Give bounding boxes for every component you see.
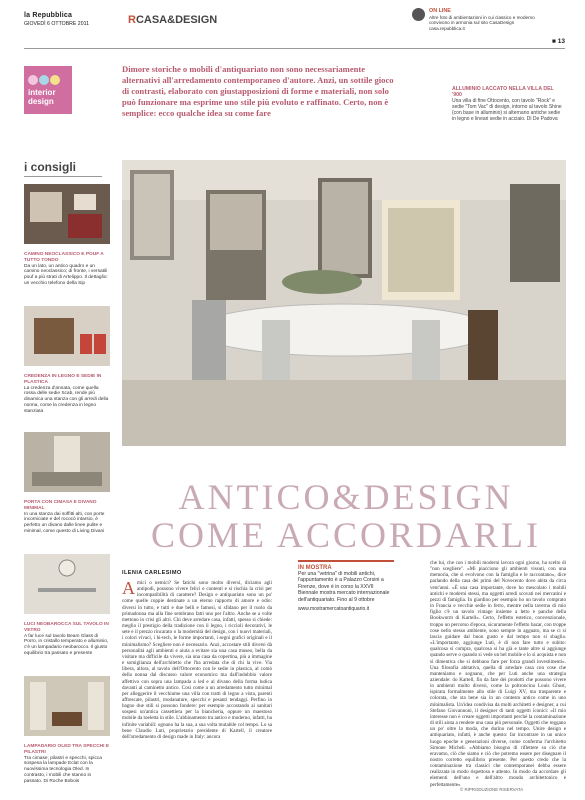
online-text: Altre foto di ambientazioni in cui classico e moderno convivono in armonia sul sito CasaDesign casa.repubblica.it (429, 15, 535, 31)
section-title (128, 14, 217, 26)
body-text-3: che lui, che con i mobili moderni lavora ogni giorno, ha scelto di "non scegliere". «Mi piacciono gli ambienti vissuti, con una memoria, che si evolvono con la famiglia e le raccontano», dice parlando della casa dei primi del Novecento dove abita da circa vent'anni. «È una casa importante, dove ho mescolato i mobili antichi e moderni stessi, ma oggetti arredi scovati nei mercatini e pezzi di famiglia. In giardino per esempio ho un tavolo comprato in Francia e vecchie sedie in ferro, mentre nella taverna di mio figlio c'è un tavolo vintage insieme a letto e panche della Bookworm di Kartell». Certo, l'effetto estetico, convenzionale, troppo un percorso d'epoca, sicuramente l'effetto bazar, con troppe cose nello stesso ambiente, sono sempre in agguato, ma se ci si lascia guidare dal buon gusto e dal tempo non si sbaglia. «L'importante, aggiunge Luti, è di non fare tutto e subito: qualcosa si compra, qualcosa si ha già e tante altre si aggiunge quando serve o quando si vede un bel mobile e lo si acquista e non si dimentica che si debbano fare per forza grandi investimenti». Una filosofia abitativa, quella di arredare casa con cose che manteniamo e sognano, che per Luti anche una strategia aziendale: do Kartell, fin da fare dei prodotti che possono vivere in ambienti molto diversi, come la poltroncina Louis Ghost, ispirata formalmente allo stile di Luigi XV, ma trasparente e colorata, che sta bene sia in un contesto antico come in uno minimalista. Un'idea condivisa da molti architetti e designer, a cui Stefano Giovannoni, il designer di tanti oggetti iconici: «Il mio interesse non è creare oggetti importanti perché la contaminazione di stili aiuta a rendere una casa più personale. Oggetti che reggano un po' oltre la moda, che durino nel tempo. Unire design e antiquariato, infatti, è anche questo: far incontrare in un unico luogo epoche e generazioni diverse, come conferma l'architetto Simone Micheli. «Abbiamo bisogno di riflettere su ciò che eravamo, ciò che siamo e ciò che potremo essere per disegnare il nostro corretto equilibrio presente. Per questo credo che la contaminazione tra classici che contemporanei debba essere realizzata in modo rispettoso e attento. In modo da accordare gli elementi dell'uno e dell'altro mondo architettonico e perfettamente» (430, 560, 566, 788)
byline: ILENIA CARLESIMO (122, 570, 182, 576)
logo-text: interior design (28, 88, 56, 106)
consiglio-caption (24, 500, 110, 535)
consiglio-item (24, 306, 110, 415)
publication-date: GIOVEDÌ 6 OTTOBRE 2011 (24, 21, 89, 27)
consiglio-text: In una stanza dai soffitti alti, con porte incorniciate e del rococò intarsio, è perfetto un divano dalle linee pulite e minimal, come questo di Living Divani (24, 511, 105, 534)
consiglio-text: La credenza d'annata, come quella rossa delle sedie Scab, rende più dinamica una stanza con gli arredi della nonna, come la credenza in legno stanziata (24, 385, 109, 414)
in-mostra-box (298, 560, 394, 612)
credenza-photo (24, 306, 110, 366)
lead-paragraph: Dimore storiche o mobili d'antiquariato non sono necessariamente alternativi all'arredamento contemporaneo d'autore. Anzi, un sottile gioco di contrasti, elaborato con giustapposizioni di forme e materiali, non solo può funzionare ma esprime uno stile più evoluto e raffinato. Certo, non è semplice: ecco qualche idea su come fare (122, 64, 394, 118)
online-label: ON LINE (429, 8, 451, 14)
page-number: ■ 13 (552, 38, 565, 45)
consiglio-text: Tra cimase, pilastri e specchi, spicca sospesa la lampade Eclat con la nuovissima tecnologia Oled. In contrasto, i mobili che stanno in passato. Di Roche Bobois (24, 755, 102, 784)
section-name: CASA&DESIGN (135, 14, 218, 26)
consiglio-title: PORTA CON CIMASA E DIVANO MINIMAL (24, 500, 97, 511)
header-divider (24, 48, 565, 49)
masthead (24, 12, 89, 27)
lampadario-photo (24, 676, 110, 736)
consiglio-item (24, 676, 110, 785)
main-photo-caption (452, 86, 564, 122)
consiglio-text: A far luce sul tavolo Beam Glass di Porro, in cristallo temperato e alluminio, c'è un lampadario neobarocco. Il giusto equilibrio tra passato e presente (24, 633, 109, 656)
consiglio-caption (24, 622, 110, 657)
article-title-line2: COME ACCORDARLI (150, 515, 542, 555)
mostra-text: Per una "vetrina" di mobili antichi, l'appuntamento è a Palazzo Corsini a Firenze, dove è in corso la XXVII Biennale mostra mercato internazionale dell'antiquariato. Fino al 9 ottobre (298, 571, 390, 603)
consiglio-caption (24, 374, 110, 415)
logo-dot (50, 75, 60, 85)
consiglio-title: LAMPADARIO OLED TRA SPECCHI E PILASTRI (24, 744, 110, 755)
body-column-3 (430, 560, 566, 788)
camino-photo (24, 184, 110, 244)
publication-name: la Repubblica (24, 12, 73, 19)
logo-dot (39, 75, 49, 85)
main-photo (122, 160, 566, 446)
consigli-heading: i consigli (24, 160, 77, 174)
consiglio-caption (24, 252, 110, 287)
section-r: R (128, 14, 136, 26)
mostra-heading: IN MOSTRA (298, 565, 332, 571)
consiglio-item (24, 432, 110, 535)
drop-cap: A (122, 578, 135, 598)
consiglio-item (24, 184, 110, 287)
consiglio-caption (24, 744, 110, 785)
online-icon (412, 8, 425, 21)
consiglio-text: Da un lato, un antico quadro e un camino neoclassico; di fronte, i versatili pouf a più strati di Artelippo. Il dettaglio: un vecchio telefono della Sip (24, 263, 108, 286)
porta-photo (24, 432, 110, 492)
logo-dot (28, 75, 38, 85)
consiglio-title: LUCI NEOBAROCCA SUL TAVOLO IN VETRO (24, 622, 109, 633)
copyright-footer: © RIPRODUZIONE RISERVATA (460, 787, 524, 792)
main-caption-text: Una villa di fine Ottocento, con tavolo "Rock" e sedie "Tom Vac" di design, intorno al tavolo Shine (con base in alluminio) si alternano antiche sedie in legno e lineari sedie in acciaio. Di De Padova (452, 98, 562, 122)
consiglio-title: CAMINO NEOCLASSICO E POUF A TUTTO TONDO (24, 252, 104, 263)
consiglio-title: CREDENZA IN LEGNO E SEDIE IN PLASTICA (24, 374, 102, 385)
article-title-line1: ANTICO&DESIGN (178, 477, 514, 517)
body-text-1: mici o nemici? Se fatichi sono molto diversi, diciamo agli antipodi, possono vivere felici e contenti e si rischia la crisi per incompatibilità di carattere? Design e antiquariato sono un po' come quelle coppie destinate a un eterno rapporto di amore e odio: diversi in tutto, e tutti e due belli e famosi, si sfidano per il ruolo da primadonna ma alla fine sembrano fatti uno per l'altro. Anche se a volte mettono in crisi gli altri. Chi deve arredare casa, infatti, spesso si chiede: meglio il prestigio della tradizione con il legno, i riccioli decorativi, le sete e il prezzo rincarato o la modernità del design, con i nuovi materiali, i colori vivaci, i hi-tech, le forme importanti, i segni grafici originali e il minimalismo? Scegliere non è necessario. Anzi, accostare stili diversi dà personalità agli ambienti e aiuta a evitare sia una casa museo, bella da visitare ma difficile da vivere, sia una casa da copertina, più a immagine e somiglianza dell'architetto che l'ha arredata che di chi la vive. Via libera, allora, al tavolo dell'Ottocento con le sedie in plastica, al comò della nonna dal discusso valore economico ma dall'indubbio valore affettivo con sopra una lampada a led e al divano della forma ludica davanti al caminetto antico. Così come a un arredamento tutto minimal per alleggerire il vecchiume una villa con tratti di legno a vista, parenti affrescate, pilastri, modanature, specchi e pesanti tendaggi. Perfino in bagno due stili si possono fondere: per esempio accostando ai sanitari sospesi un'antica cassettiera per la biancheria, oppure un maestoso mobile da toeletta in stile. L'abbinamento tra antico e moderno, infatti, ha infinite variabili: ognuno ha la sua, a sua volta mutabile col tempo. Lo sa bene Claudio Luti, proprietario presidente di Kartell, il creatore dell'arredamento di design made in Italy: ancora (122, 580, 272, 740)
mostra-url[interactable]: www.mostramercatoantiquario.it (298, 606, 370, 613)
consigli-divider (24, 176, 102, 177)
consiglio-item (24, 554, 110, 657)
body-column-1 (122, 580, 272, 786)
luci-photo (24, 554, 110, 614)
main-caption-title: ALLUMINIO LACCATO NELLA VILLA DEL '900 (452, 86, 554, 98)
